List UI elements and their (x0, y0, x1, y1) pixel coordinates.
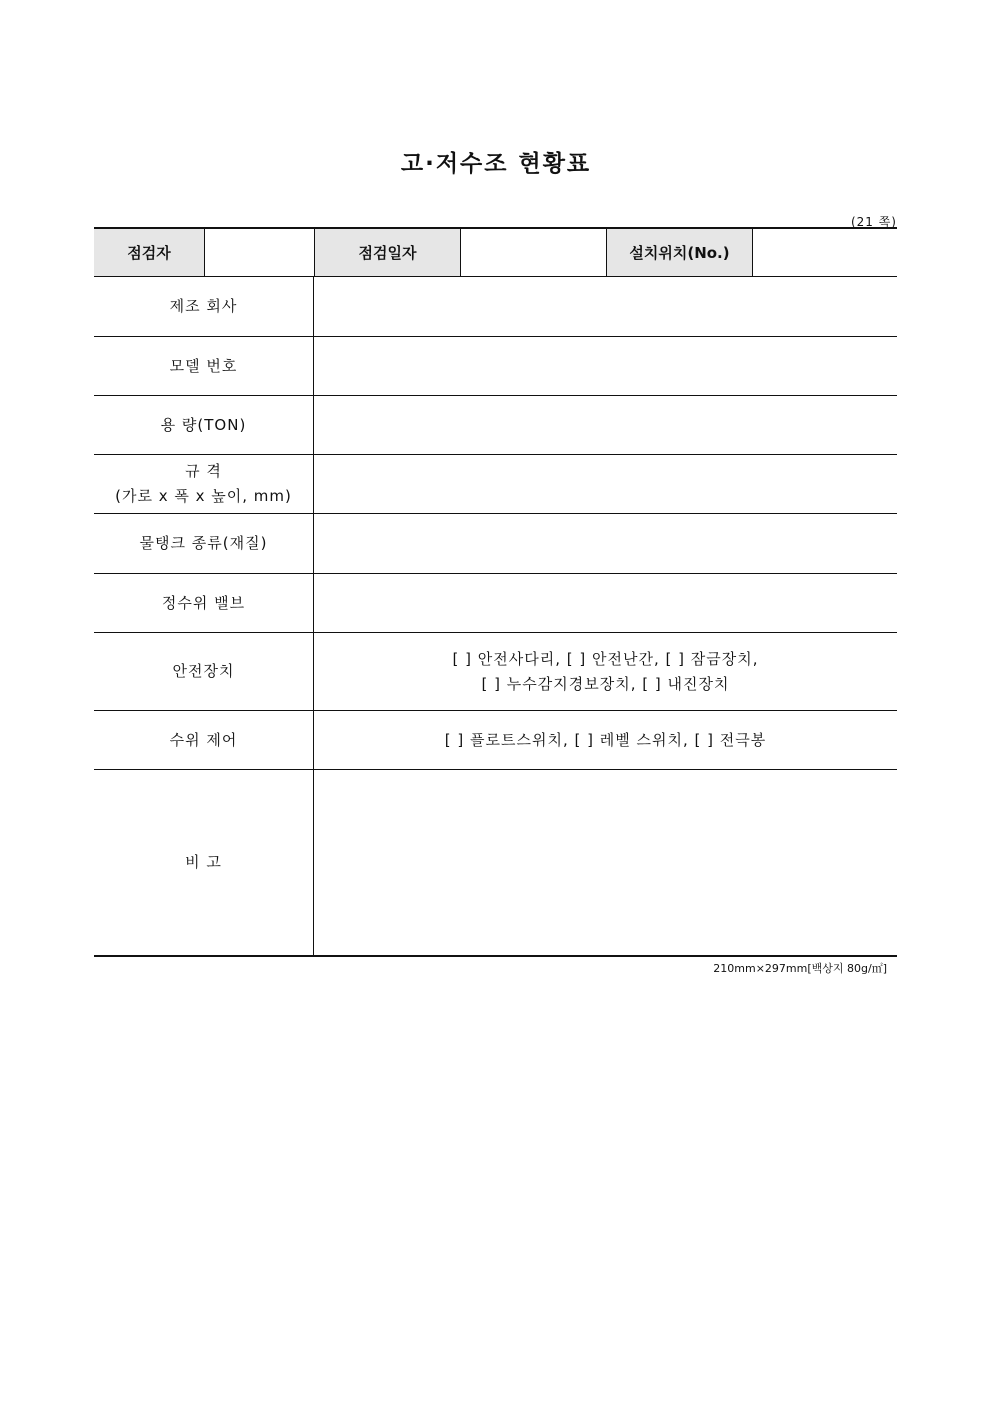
remarks-field[interactable] (314, 770, 897, 955)
safety-label: 안전장치 (94, 633, 314, 710)
header-row (94, 227, 897, 277)
remarks-label: 비 고 (94, 770, 314, 955)
safety-options-line1[interactable]: [ ] 안전사다리, [ ] 안전난간, [ ] 잠금장치, (452, 649, 759, 668)
model-label: 모델 번호 (94, 337, 314, 395)
spec-field[interactable] (314, 455, 897, 513)
capacity-label: 용 량(TON) (94, 396, 314, 454)
spec-label-units: (가로 x 폭 x 높이, mm) (115, 487, 292, 505)
inspector-field[interactable] (204, 229, 314, 276)
paper-spec-note: 210mm×297mm[백상지 80g/㎡] (713, 962, 887, 975)
capacity-row (94, 396, 897, 455)
remarks-row (94, 770, 897, 957)
safety-options-line2[interactable]: [ ] 누수감지경보장치, [ ] 내진장치 (481, 674, 730, 693)
inspection-date-label: 점검일자 (314, 229, 460, 276)
manufacturer-field[interactable] (314, 277, 897, 336)
level-control-label: 수위 제어 (94, 711, 314, 769)
manufacturer-row (94, 277, 897, 337)
install-location-field[interactable] (752, 229, 897, 276)
inspection-date-field[interactable] (460, 229, 606, 276)
tank-type-field[interactable] (314, 514, 897, 573)
model-row (94, 337, 897, 396)
inspector-label: 점검자 (94, 229, 204, 276)
model-field[interactable] (314, 337, 897, 395)
tank-type-label: 물탱크 종류(재질) (94, 514, 314, 573)
level-control-options[interactable]: [ ] 플로트스위치, [ ] 레벨 스위치, [ ] 전극봉 (444, 730, 767, 749)
page-number: (21 쪽) (850, 215, 897, 229)
valve-row (94, 574, 897, 633)
safety-row (94, 633, 897, 711)
capacity-field[interactable] (314, 396, 897, 454)
spec-label-title: 규 격 (185, 462, 222, 480)
spec-label (94, 455, 314, 513)
spec-row (94, 455, 897, 514)
tank-type-row (94, 514, 897, 574)
level-control-row (94, 711, 897, 770)
manufacturer-label: 제조 회사 (94, 277, 314, 336)
page-title: 고·저수조 현황표 (400, 151, 592, 177)
status-form (94, 227, 897, 957)
install-location-label: 설치위치(No.) (606, 229, 752, 276)
valve-field[interactable] (314, 574, 897, 632)
safety-options (314, 633, 897, 710)
valve-label: 정수위 밸브 (94, 574, 314, 632)
